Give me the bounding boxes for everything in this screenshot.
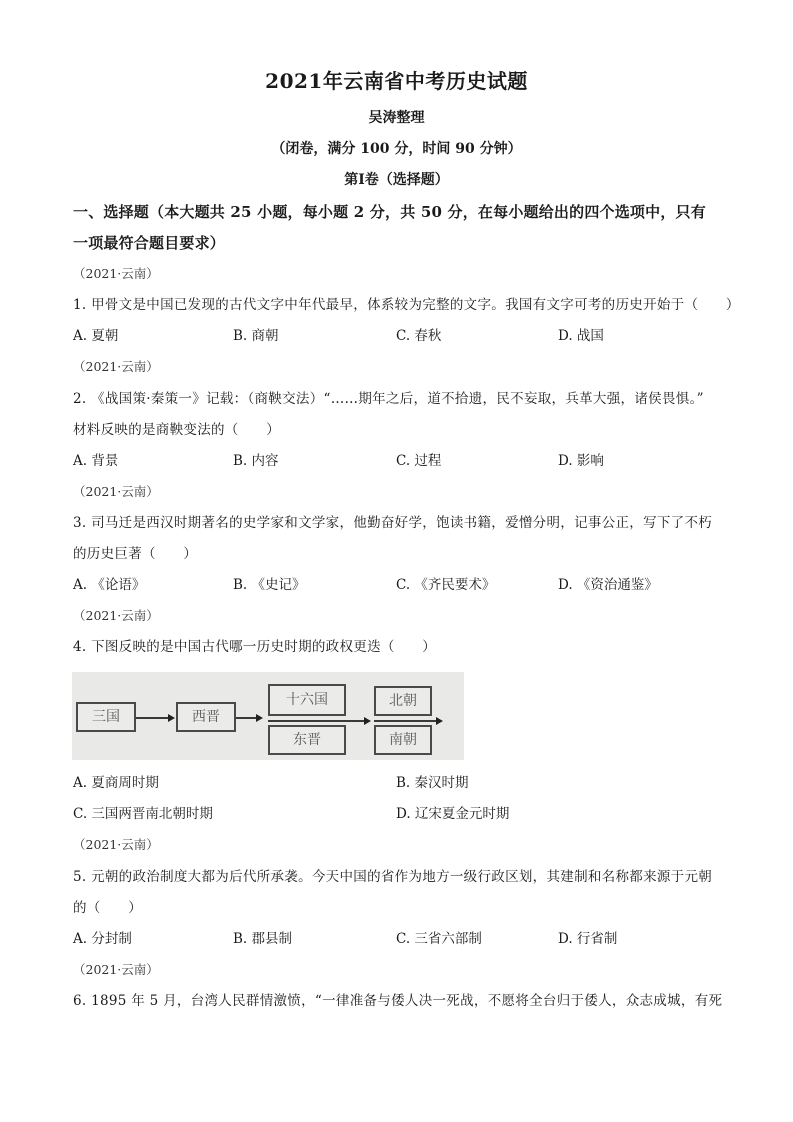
question-3-stem-cont: 的历史巨著（ ） [73, 546, 198, 562]
q2-option-b: B. 内容 [233, 453, 279, 469]
question-3-stem: 3. 司马迁是西汉时期著名的史学家和文学家，他勤奋好学，饱读书籍，爱憎分明，记事公正，写下了不朽 [73, 515, 713, 531]
q2-option-d: D. 影响 [558, 453, 604, 469]
q3-option-c: C. 《齐民要术》 [396, 577, 496, 593]
question-source: （2021·云南） [73, 484, 159, 499]
diagram-box-beichao: 北朝 [374, 686, 432, 716]
question-source: （2021·云南） [73, 266, 159, 281]
arrow-icon [136, 717, 172, 719]
q2-option-c: C. 过程 [396, 453, 442, 469]
diagram-box-dongjin: 东晋 [268, 725, 346, 755]
page-title: 2021年云南省中考历史试题 [265, 69, 528, 93]
q3-option-d: D. 《资治通鉴》 [558, 577, 658, 593]
diagram-box-shiliuguo: 十六国 [268, 684, 346, 716]
question-6-stem: 6. 1895 年 5 月，台湾人民群情激愤，“一律准备与倭人决一死战，不愿将全台归于倭人，众志成城，有死 [73, 993, 723, 1009]
q3-option-b: B. 《史记》 [233, 577, 306, 593]
q5-option-b: B. 郡县制 [233, 931, 293, 947]
question-source: （2021·云南） [73, 359, 159, 374]
q4-option-b: B. 秦汉时期 [396, 775, 469, 791]
question-source: （2021·云南） [73, 608, 159, 623]
section-heading: 一、选择题（本大题共 25 小题，每小题 2 分，共 50 分，在每小题给出的四个选项中，只有 [73, 203, 706, 221]
question-5-stem-cont: 的（ ） [73, 900, 142, 916]
q5-option-c: C. 三省六部制 [396, 931, 482, 947]
question-5-stem: 5. 元朝的政治制度大都为后代所承袭。今天中国的省作为地方一级行政区划，其建制和名称都来源于元朝 [73, 869, 713, 885]
compiler-credit: 吴涛整理 [368, 110, 425, 126]
q2-option-a: A. 背景 [73, 453, 119, 469]
q1-option-a: A. 夏朝 [73, 328, 119, 344]
question-2-stem-cont: 材料反映的是商鞅变法的（ ） [73, 422, 280, 438]
q4-option-d: D. 辽宋夏金元时期 [396, 806, 510, 822]
question-source: （2021·云南） [73, 962, 159, 977]
question-1-stem: 1. 甲骨文是中国已发现的古代文字中年代最早，体系较为完整的文字。我国有文字可考的历史开始于（ ） [73, 297, 740, 313]
arrow-icon [268, 720, 368, 722]
diagram-box-sanguo: 三国 [76, 702, 136, 732]
q4-option-a: A. 夏商周时期 [73, 775, 159, 791]
volume-heading: 第Ⅰ卷（选择题） [344, 172, 449, 188]
arrow-icon [236, 717, 260, 719]
section-heading-cont: 一项最符合题目要求） [73, 234, 226, 252]
question-4-stem: 4. 下图反映的是中国古代哪一历史时期的政权更迭（ ） [73, 639, 437, 655]
diagram-box-nanchao: 南朝 [374, 725, 432, 755]
exam-info: （闭卷，满分 100 分，时间 90 分钟） [271, 141, 522, 157]
q1-option-c: C. 春秋 [396, 328, 442, 344]
q1-option-b: B. 商朝 [233, 328, 279, 344]
q5-option-a: A. 分封制 [73, 931, 132, 947]
q1-option-d: D. 战国 [558, 328, 604, 344]
q4-option-c: C. 三国两晋南北朝时期 [73, 806, 213, 822]
diagram-box-xijin: 西晋 [176, 702, 236, 732]
dynasty-succession-diagram [72, 672, 464, 760]
question-source: （2021·云南） [73, 837, 159, 852]
q3-option-a: A. 《论语》 [73, 577, 146, 593]
q5-option-d: D. 行省制 [558, 931, 618, 947]
arrow-icon [374, 720, 440, 722]
question-2-stem: 2. 《战国策·秦策一》记载：（商鞅交法）“……期年之后，道不拾遗，民不妄取，兵革大强，诸侯畏惧。” [73, 391, 704, 407]
